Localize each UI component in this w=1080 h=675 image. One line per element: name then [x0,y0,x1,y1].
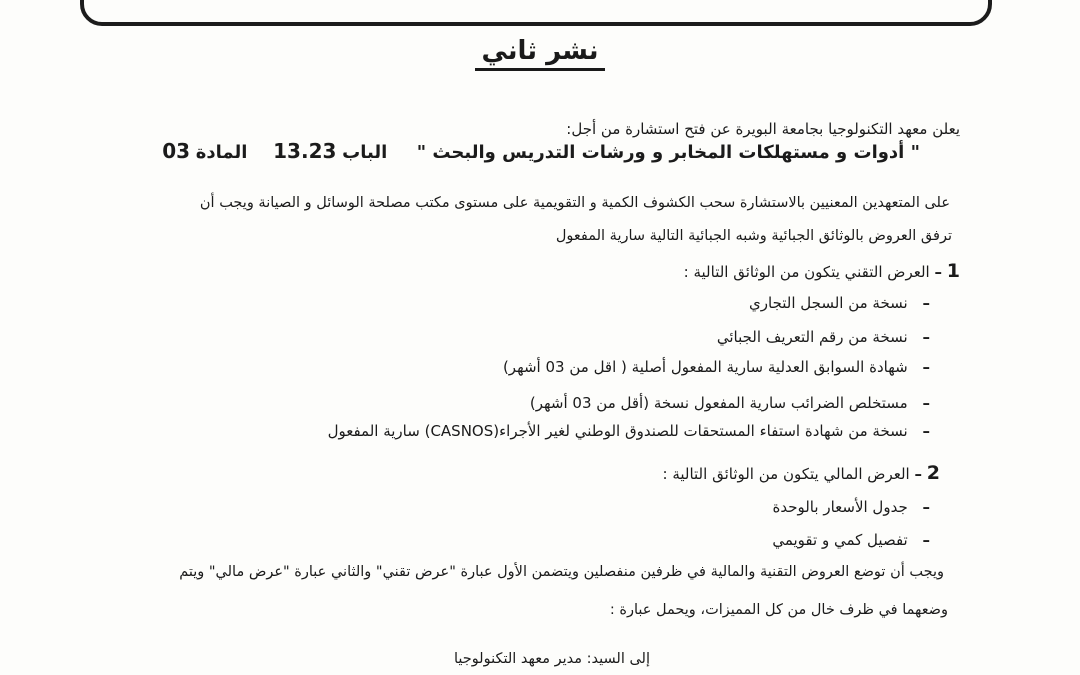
para2-line2: وضعهما في ظرف خال من كل المميزات، ويحمل عبارة : [609,602,948,618]
section2-number: 2 [926,462,940,484]
section1-item [530,392,930,414]
section2-heading: العرض المالي يتكون من الوثائق التالية : [662,465,910,483]
section2-heading-line [663,462,941,485]
subject-quote: " أدوات و مستهلكات المخابر و ورشات التدريس والبحث " [416,142,920,163]
para1-line2: ترفق العروض بالوثائق الجبائية وشبه الجبائية التالية سارية المفعول [555,228,952,244]
article-label: المادة [195,142,248,163]
article-number: 03 [162,139,191,163]
section1-item-text: نسخة من السجل التجاري [749,294,908,312]
subject-line [156,138,920,166]
bullet-dash: – [922,328,930,346]
section2-item [772,496,930,518]
section1-item [749,292,930,314]
section1-item-text: نسخة من رقم التعريف الجبائي [716,328,908,346]
section1-heading-line [684,260,960,283]
section1-heading: العرض التقني يتكون من الوثائق التالية : [683,263,930,281]
section1-item-text: نسخة من شهادة استفاء المستحقات للصندوق الوطني لغير الأجراء(CASNOS) سارية المفعول [327,422,908,440]
bullet-dash: – [922,422,930,440]
section1-dash: – [934,263,942,281]
header-frame [80,0,992,26]
section1-item [328,420,930,442]
document-title: نشر ثاني [475,36,604,71]
section2-dash: – [914,465,922,483]
section2-item [772,529,930,551]
section1-item-text: شهادة السوابق العدلية سارية المفعول أصلية ( اقل من 03 أشهر) [502,358,908,376]
bullet-dash: – [922,358,930,376]
intro-line: يعلن معهد التكنولوجيا بجامعة البويرة عن فتح استشارة من أجل: [566,120,960,138]
chapter-label: الباب [342,142,388,163]
bullet-dash: – [922,294,930,312]
para1-line1: على المتعهدين المعنيين بالاستشارة سحب الكشوف الكمية و التقويمية على مستوى مكتب مصلحة الوسائل و الصيانة ويجب أن [199,195,950,211]
section1-item [717,326,930,348]
document-title-wrap [0,36,1080,71]
section1-item [503,356,930,378]
section2-item-text: تفصيل كمي و تقويمي [772,531,908,549]
bullet-dash: – [922,394,930,412]
bullet-dash: – [922,498,930,516]
section1-item-text: مستخلص الضرائب سارية المفعول نسخة (أقل من 03 أشهر) [529,394,908,412]
addressee-line: إلى السيد: مدير معهد التكنولوجيا [453,651,650,667]
section2-item-text: جدول الأسعار بالوحدة [772,498,908,516]
bullet-dash: – [922,531,930,549]
section1-number: 1 [946,260,960,282]
para2-line1: ويجب أن توضع العروض التقنية والمالية في ظرفين منفصلين ويتضمن الأول عبارة "عرض تقني" والثاني عبارة "عرض مالي" ويتم [179,564,944,580]
chapter-number: 13.23 [273,139,337,163]
